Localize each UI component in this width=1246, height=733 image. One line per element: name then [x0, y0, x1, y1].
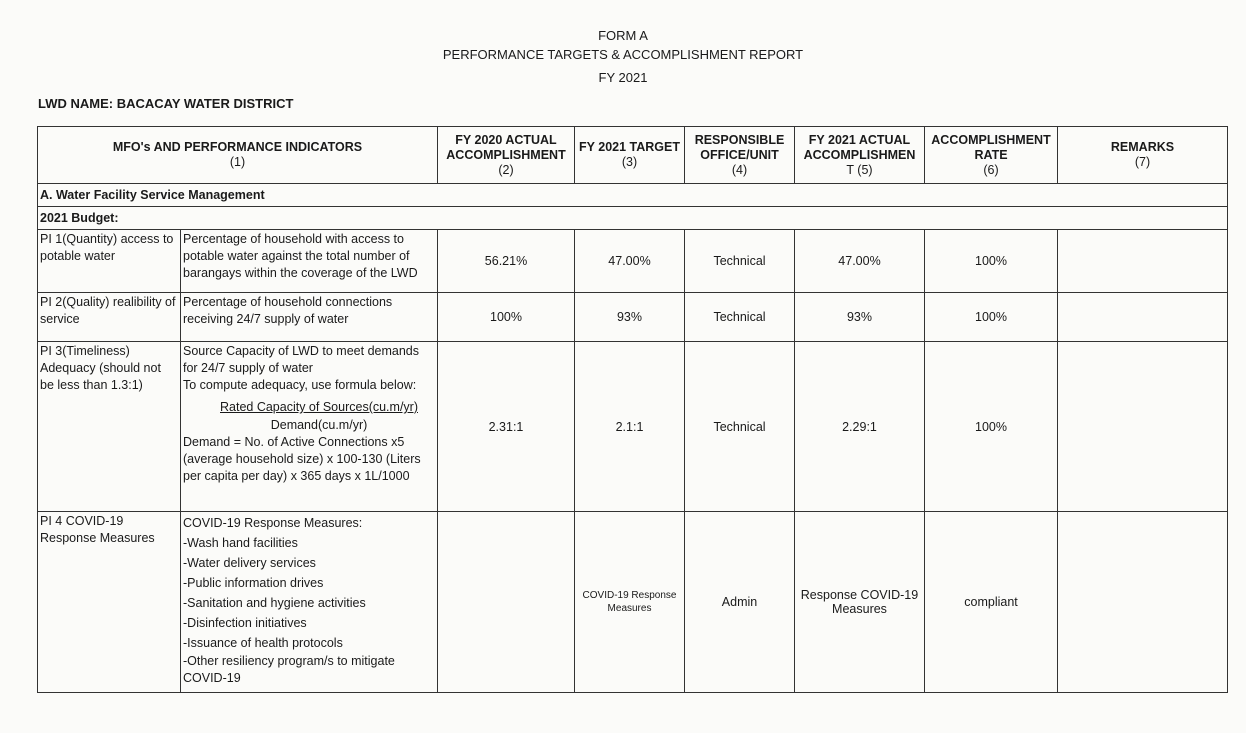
target-value: 93%	[575, 293, 685, 342]
fiscal-year: FY 2021	[598, 70, 648, 85]
form-label: FORM A	[598, 28, 648, 43]
adequacy-formula	[183, 398, 435, 434]
pi-description-line: To compute adequacy, use formula below:	[183, 378, 417, 392]
fy2020-value: 100%	[438, 293, 575, 342]
col-header-rate: ACCOMPLISHMENT RATE (6)	[925, 127, 1058, 184]
office-value: Technical	[685, 342, 795, 512]
budget-row	[38, 207, 1228, 230]
remarks-value	[1058, 230, 1228, 293]
remarks-value	[1058, 293, 1228, 342]
col-header-remarks: REMARKS (7)	[1058, 127, 1228, 184]
fy2020-value	[438, 512, 575, 693]
rate-value: compliant	[925, 512, 1058, 693]
remarks-value	[1058, 512, 1228, 693]
col-header-office: RESPONSIBLE OFFICE/UNIT (4)	[685, 127, 795, 184]
table-row	[38, 230, 1228, 293]
formula-denominator: Demand(cu.m/yr)	[270, 418, 368, 432]
pi-label: PI 4 COVID-19 Response Measures	[38, 512, 181, 693]
actual-value: 47.00%	[795, 230, 925, 293]
section-row	[38, 184, 1228, 207]
budget-label: 2021 Budget:	[38, 207, 1228, 230]
col-header-target: FY 2021 TARGET (3)	[575, 127, 685, 184]
target-value: COVID-19 Response Measures	[575, 512, 685, 693]
col-header-actual: FY 2021 ACTUAL ACCOMPLISHMEN T (5)	[795, 127, 925, 184]
list-item: -Issuance of health protocols	[183, 636, 343, 650]
office-value: Technical	[685, 293, 795, 342]
list-item: -Other resiliency program/s to mitigate COVID-19	[183, 654, 395, 685]
table-row	[38, 512, 1228, 693]
pi-description	[181, 512, 438, 693]
pi-description: Percentage of household with access to potable water against the total number of barangays within the coverage of the LWD	[181, 230, 438, 293]
remarks-value	[1058, 342, 1228, 512]
table-row	[38, 342, 1228, 512]
pi-description: Percentage of household connections receiving 24/7 supply of water	[181, 293, 438, 342]
list-item: -Disinfection initiatives	[183, 616, 307, 630]
fy2020-value: 56.21%	[438, 230, 575, 293]
header-row	[38, 127, 1228, 184]
office-value: Technical	[685, 230, 795, 293]
formula-numerator: Rated Capacity of Sources(cu.m/yr)	[220, 400, 418, 414]
list-item: -Water delivery services	[183, 556, 316, 570]
rate-value: 100%	[925, 230, 1058, 293]
rate-value: 100%	[925, 342, 1058, 512]
actual-value: 93%	[795, 293, 925, 342]
rate-value: 100%	[925, 293, 1058, 342]
pi-description-title: COVID-19 Response Measures:	[183, 516, 363, 530]
demand-formula: Demand = No. of Active Connections x5 (average household size) x 100-130 (Liters per capita per day) x 365 days x 1L/1000	[183, 435, 421, 483]
list-item: -Sanitation and hygiene activities	[183, 596, 366, 610]
pi-description	[181, 342, 438, 512]
col-header-mfo: MFO's AND PERFORMANCE INDICATORS (1)	[38, 127, 438, 184]
list-item: -Wash hand facilities	[183, 536, 298, 550]
lwd-name: LWD NAME: BACACAY WATER DISTRICT	[38, 96, 294, 111]
fy2020-value: 2.31:1	[438, 342, 575, 512]
section-title: A. Water Facility Service Management	[38, 184, 1228, 207]
table-row	[38, 293, 1228, 342]
office-value: Admin	[685, 512, 795, 693]
pi-description-line: Source Capacity of LWD to meet demands for 24/7 supply of water	[183, 344, 419, 375]
actual-value: Response COVID-19 Measures	[795, 512, 925, 693]
performance-table	[37, 126, 1228, 693]
list-item: -Public information drives	[183, 576, 324, 590]
pi-label: PI 1(Quantity) access to potable water	[38, 230, 181, 293]
pi-label: PI 2(Quality) realibility of service	[38, 293, 181, 342]
report-title: PERFORMANCE TARGETS & ACCOMPLISHMENT REPORT	[442, 47, 804, 62]
actual-value: 2.29:1	[795, 342, 925, 512]
pi-label: PI 3(Timeliness) Adequacy (should not be less than 1.3:1)	[38, 342, 181, 512]
col-header-fy2020: FY 2020 ACTUAL ACCOMPLISHMENT (2)	[438, 127, 575, 184]
target-value: 2.1:1	[575, 342, 685, 512]
target-value: 47.00%	[575, 230, 685, 293]
